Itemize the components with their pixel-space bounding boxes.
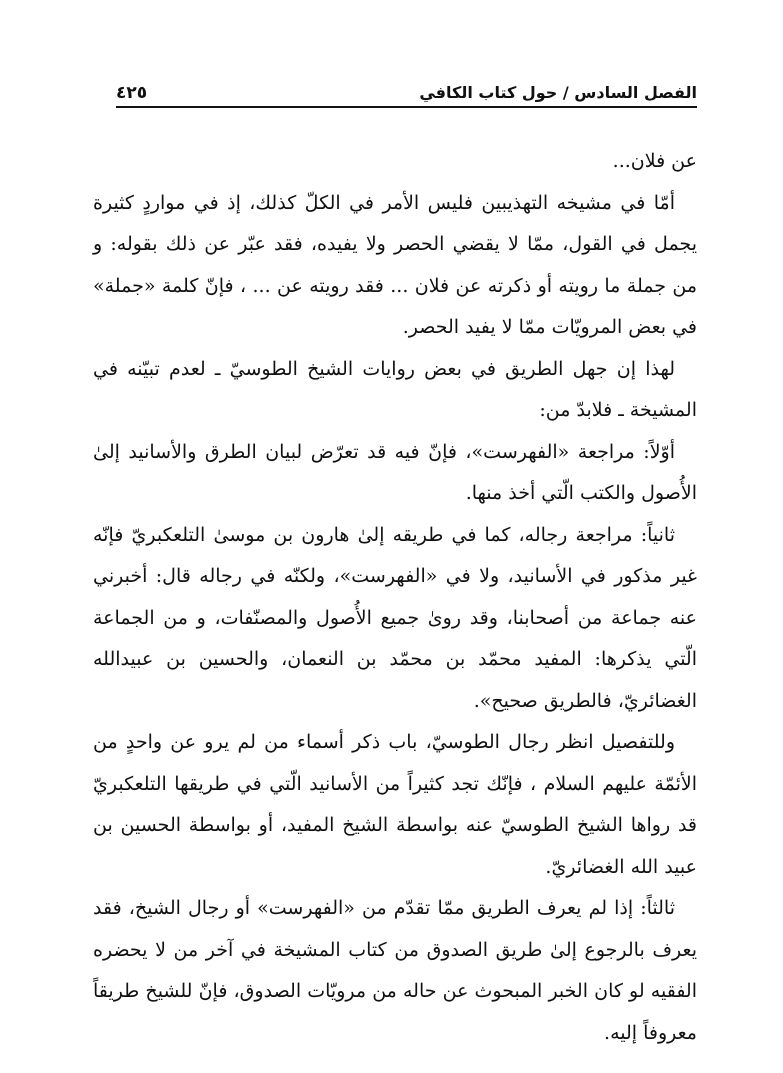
running-header <box>116 72 697 104</box>
paragraph-1: عن فلان... <box>612 150 697 172</box>
paragraph-5: ثانياً: مراجعة رجاله، كما في طريقه إلىٰ هارون بن موسىٰ التلعكبريّ فإنّه غير مذكور في الأسانيد، ولا في «الفهرست»، ولكنّه في رجاله قال: أخبرني عنه جماعة من أصحابنا، وقد روىٰ جميع الأُصول والمصنّفات، و من الجماعة الّتي يذكرها: المفيد محمّد بن محمّد بن النعمان، والحسين بن عبيدالله الغضائريّ، فالطريق صحيح». <box>93 523 697 712</box>
paragraph-7: ثالثاً: إذا لم يعرف الطريق ممّا تقدّم من «الفهرست» أو رجال الشيخ، فقد يعرف بالرجوع إلىٰ طريق الصدوق من كتاب المشيخة في آخر من لا يحضره الفقيه لو كان الخبر المبحوث عن حاله من مرويّات الصدوق، فإنّ للشيخ طريقاً معروفاً إليه. <box>93 897 697 1044</box>
header-divider <box>116 106 697 108</box>
paragraph-3: لهذا إن جهل الطريق في بعض روايات الشيخ الطوسيّ ـ لعدم تبيّنه في المشيخة ـ فلابدّ من: <box>93 357 697 421</box>
paragraph-2: أمّا في مشيخه التهذيبين فليس الأمر في الكلّ كذلك، إذ في مواردٍ كثيرة يجمل في القول، ممّا لا يقضي الحصر ولا يفيده، فقد عبّر عن ذلك بقوله: و من جملة ما رويته أو ذكرته عن فلان ... فقد رويته عن ... ، فإنّ كلمة «جملة» في بعض المرويّات ممّا لا يفيد الحصر. <box>93 191 697 338</box>
page-number: ٤٢٥ <box>116 83 148 103</box>
chapter-title: الفصل السادس / حول كتاب الكافي <box>419 83 697 102</box>
paragraph-4: أوّلاً: مراجعة «الفهرست»، فإنّ فيه قد تعرّض لبيان الطرق والأسانيد إلىٰ الأُصول والكتب الّتي أخذ منها. <box>93 440 697 504</box>
paragraph-6: وللتفصيل انظر رجال الطوسيّ، باب ذكر أسماء من لم يرو عن واحدٍ من الأئمّة عليهم السلام ، فإنّك تجد كثيراً من الأسانيد الّتي في طريقها التلعكبريّ قد رواها الشيخ الطوسيّ عنه بواسطة الشيخ المفيد، أو بواسطة الحسين بن عبيد الله الغضائريّ. <box>93 731 697 878</box>
body-text <box>93 141 697 1054</box>
